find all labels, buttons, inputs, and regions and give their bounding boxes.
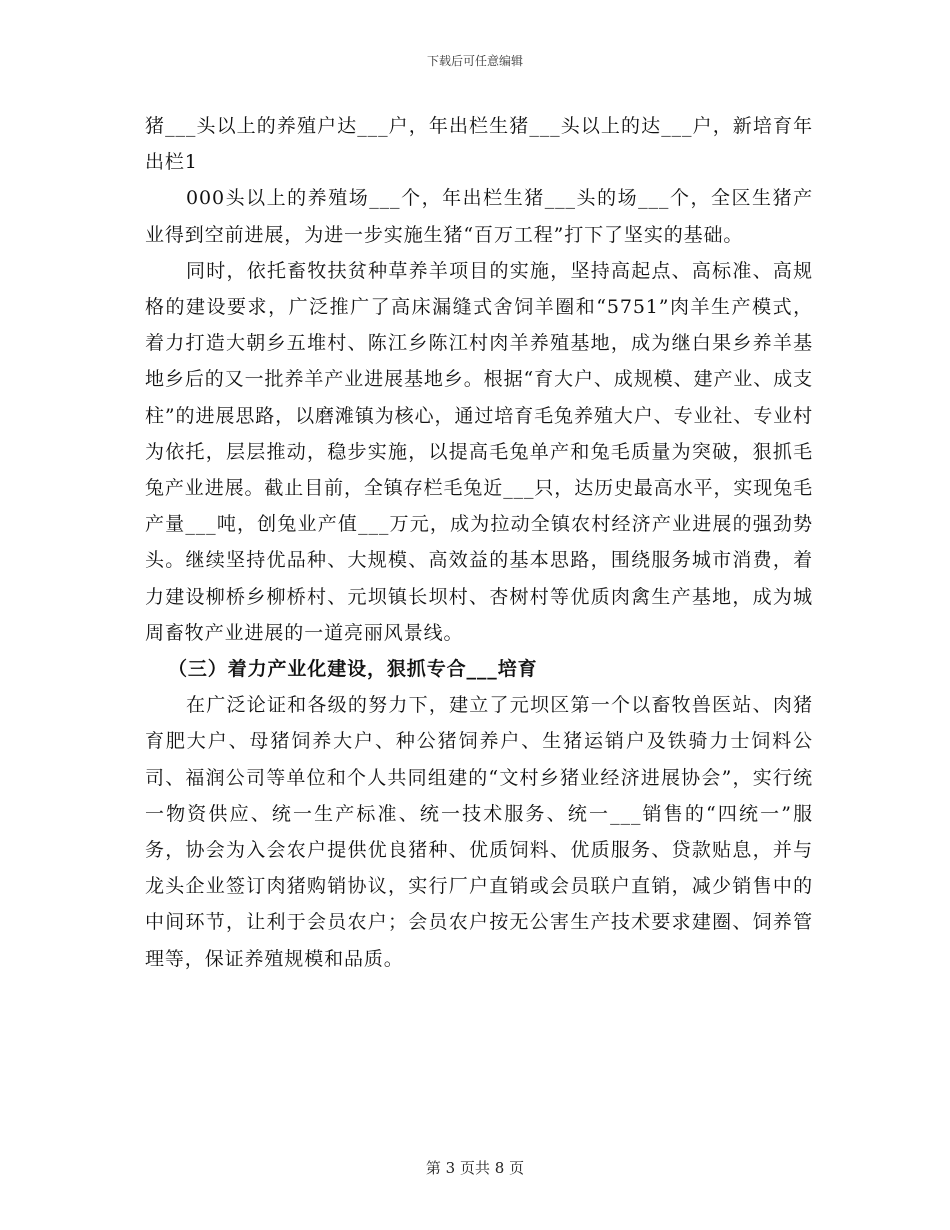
section-heading: （三）着力产业化建设，狠抓专合___培育 [168,658,538,681]
page-footer: 第 3 页共 8 页 [425,1159,525,1177]
paragraph-continuation-2: 000头以上的养殖场___个，年出栏生猪___头的场___个，全区生猪产业得到空前进展，为进一步实施生猪“百万工程”打下了坚实的基础。 [145,187,813,246]
page-header: 下载后可任意编辑 [426,54,523,68]
paragraph-continuation-1: 猪___头以上的养殖户达___户，年出栏生猪___头以上的达___户，新培育年出栏1 [145,115,813,174]
paragraph-cooperative: 在广泛论证和各级的努力下，建立了元坝区第一个以畜牧兽医站、肉猪育肥大户、母猪饲养大户、种公猪饲养户、生猪运销户及铁骑力士饲料公司、福润公司等单位和个人共同组建的“文村乡猪业经济进展协会”，实行统一物资供应、统一生产标准、统一技术服务、统一___销售的“四统一”服务，协会为入会农户提供优良猪种、优质饲料、优质服务、贷款贴息，并与龙头企业签订肉猪购销协议，实行厂户直销或会员联户直销，减少销售中的中间环节，让利于会员农户；会员农户按无公害生产技术要求建圈、饲养管理等，保证养殖规模和品质。 [145,694,813,970]
document-body [145,108,813,977]
paragraph-sheep-rabbit-poultry: 同时，依托畜牧扶贫种草养羊项目的实施，坚持高起点、高标准、高规格的建设要求，广泛推广了高床漏缝式舍饲羊圈和“5751”肉羊生产模式，着力打造大朝乡五堆村、陈江乡陈江村肉羊养殖基地，成为继白果乡养羊基地乡后的又一批养羊产业进展基地乡。根据“育大户、成规模、建产业、成支柱”的进展思路，以磨滩镇为核心，通过培育毛兔养殖大户、专业社、专业村为依托，层层推动，稳步实施，以提高毛兔单产和兔毛质量为突破，狠抓毛兔产业进展。截止目前，全镇存栏毛兔近___只，达历史最高水平，实现兔毛产量___吨，创兔业产值___万元，成为拉动全镇农村经济产业进展的强劲势头。继续坚持优品种、大规模、高效益的基本思路，围绕服务城市消费，着力建设柳桥乡柳桥村、元坝镇长坝村、杏树村等优质肉禽生产基地，成为城周畜牧产业进展的一道亮丽风景线。 [145,259,814,644]
